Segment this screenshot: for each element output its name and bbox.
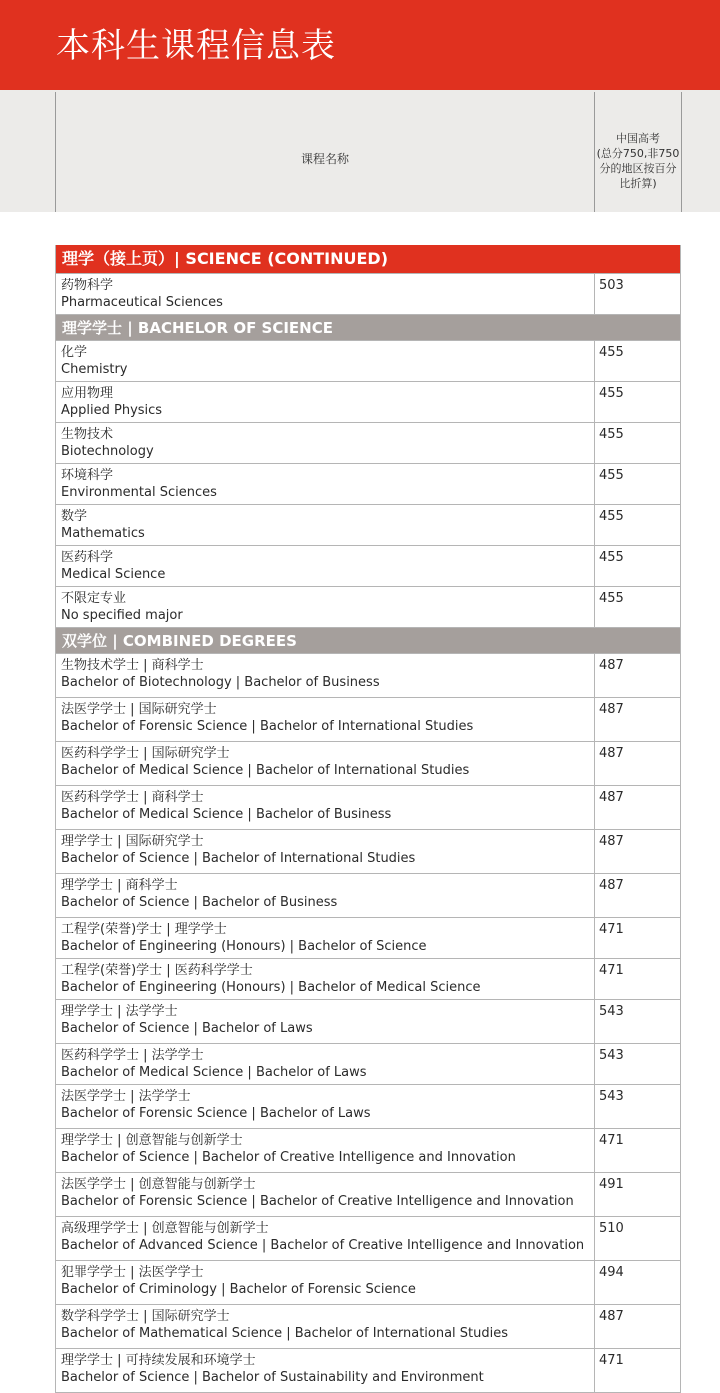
- course-name-cell: [56, 654, 595, 697]
- course-name-cell: [56, 1085, 595, 1128]
- course-name-cell: [56, 341, 595, 381]
- course-name-en: Bachelor of Forensic Science | Bachelor of Laws: [61, 1106, 371, 1121]
- table-row: [56, 1348, 680, 1392]
- gaokao-score-cell: 471: [599, 1353, 624, 1368]
- gaokao-score-cell: 487: [599, 1309, 624, 1324]
- gaokao-score-cell: 455: [599, 345, 624, 360]
- table-row: [56, 785, 680, 829]
- course-name-cell: [56, 1349, 595, 1392]
- course-name-cell: [56, 742, 595, 785]
- course-name-zh: 医药科学学士 | 法学学士: [61, 1048, 204, 1063]
- gaokao-score-cell: 455: [599, 509, 624, 524]
- section-header: 双学位 | COMBINED DEGREES: [56, 627, 680, 653]
- course-name-en: Bachelor of Medical Science | Bachelor of Laws: [61, 1065, 367, 1080]
- table-row: [56, 1216, 680, 1260]
- header-divider: [681, 92, 682, 212]
- course-name-zh: 药物科学: [61, 278, 114, 293]
- course-name-en: Pharmaceutical Sciences: [61, 295, 223, 310]
- course-name-cell: [56, 1129, 595, 1172]
- table-row: [56, 340, 680, 381]
- table-row: [56, 741, 680, 785]
- table-row: [56, 697, 680, 741]
- gaokao-score-cell: 503: [599, 278, 624, 293]
- course-name-zh: 犯罪学学士 | 法医学学士: [61, 1265, 204, 1280]
- table-row: [56, 1043, 680, 1084]
- course-name-zh: 理学学士 | 国际研究学士: [61, 834, 204, 849]
- gaokao-score-cell: 543: [599, 1089, 624, 1104]
- gaokao-score-cell: 543: [599, 1004, 624, 1019]
- course-name-en: Bachelor of Criminology | Bachelor of Forensic Science: [61, 1282, 416, 1297]
- course-name-zh: 不限定专业: [61, 591, 127, 606]
- course-name-en: Bachelor of Mathematical Science | Bachelor of International Studies: [61, 1326, 509, 1341]
- course-name-zh: 高级理学学士 | 创意智能与创新学士: [61, 1221, 269, 1236]
- course-table: [55, 245, 681, 1393]
- table-row: [56, 1260, 680, 1304]
- page-title: 本科生课程信息表: [56, 26, 336, 66]
- table-row: [56, 1084, 680, 1128]
- course-name-en: Bachelor of Science | Bachelor of Creative Intelligence and Innovation: [61, 1150, 516, 1165]
- gaokao-score-cell: 455: [599, 468, 624, 483]
- course-name-cell: [56, 1000, 595, 1043]
- table-row: [56, 958, 680, 999]
- course-name-en: No specified major: [61, 608, 183, 623]
- section-header: 理学学士 | BACHELOR OF SCIENCE: [56, 314, 680, 340]
- course-name-en: Bachelor of Engineering (Honours) | Bachelor of Science: [61, 939, 427, 954]
- course-name-cell: [56, 587, 595, 627]
- course-name-zh: 化学: [61, 345, 88, 360]
- course-name-cell: [56, 1217, 595, 1260]
- course-name-en: Bachelor of Medical Science | Bachelor of International Studies: [61, 763, 470, 778]
- course-name-en: Mathematics: [61, 526, 145, 541]
- course-name-cell: [56, 1173, 595, 1216]
- header-gaokao: [595, 131, 681, 191]
- course-name-en: Medical Science: [61, 567, 166, 582]
- course-name-cell: [56, 1305, 595, 1348]
- table-row: [56, 653, 680, 697]
- title-banner: [0, 0, 720, 90]
- gaokao-score-cell: 487: [599, 702, 624, 717]
- table-row: [56, 545, 680, 586]
- course-name-zh: 法医学学士 | 创意智能与创新学士: [61, 1177, 256, 1192]
- gaokao-score-cell: 487: [599, 834, 624, 849]
- course-name-cell: [56, 546, 595, 586]
- course-name-cell: [56, 874, 595, 917]
- table-row: [56, 504, 680, 545]
- gaokao-score-cell: 543: [599, 1048, 624, 1063]
- course-name-en: Bachelor of Advanced Science | Bachelor of Creative Intelligence and Innovation: [61, 1238, 585, 1253]
- table-row: [56, 873, 680, 917]
- course-name-cell: [56, 505, 595, 545]
- course-name-cell: [56, 830, 595, 873]
- course-name-en: Applied Physics: [61, 403, 163, 418]
- course-name-en: Environmental Sciences: [61, 485, 217, 500]
- course-name-zh: 数学: [61, 509, 88, 524]
- gaokao-score-cell: 455: [599, 591, 624, 606]
- course-name-en: Bachelor of Biotechnology | Bachelor of Business: [61, 675, 380, 690]
- header-gaokao-line: 比折算): [619, 177, 657, 190]
- course-name-en: Bachelor of Science | Bachelor of Business: [61, 895, 338, 910]
- course-name-cell: [56, 1261, 595, 1304]
- course-name-zh: 生物技术学士 | 商科学士: [61, 658, 204, 673]
- course-name-cell: [56, 698, 595, 741]
- course-name-zh: 理学学士 | 创意智能与创新学士: [61, 1133, 243, 1148]
- course-name-cell: [56, 1044, 595, 1084]
- course-name-cell: [56, 464, 595, 504]
- course-name-cell: [56, 959, 595, 999]
- course-name-cell: [56, 382, 595, 422]
- gaokao-score-cell: 510: [599, 1221, 624, 1236]
- course-name-en: Bachelor of Science | Bachelor of Sustainability and Environment: [61, 1370, 484, 1385]
- course-name-zh: 数学科学学士 | 国际研究学士: [61, 1309, 230, 1324]
- gaokao-score-cell: 455: [599, 427, 624, 442]
- table-row: [56, 422, 680, 463]
- course-name-cell: [56, 274, 595, 314]
- header-gaokao-line: 中国高考: [616, 132, 660, 145]
- section-header: 理学（接上页）| SCIENCE (CONTINUED): [56, 245, 680, 273]
- course-name-en: Bachelor of Medical Science | Bachelor of Business: [61, 807, 392, 822]
- course-name-en: Bachelor of Science | Bachelor of Laws: [61, 1021, 313, 1036]
- table-row: [56, 917, 680, 958]
- table-row: [56, 1128, 680, 1172]
- gaokao-score-cell: 471: [599, 922, 624, 937]
- gaokao-score-cell: 487: [599, 746, 624, 761]
- table-row: [56, 463, 680, 504]
- course-name-cell: [56, 423, 595, 463]
- course-name-en: Bachelor of Forensic Science | Bachelor of International Studies: [61, 719, 474, 734]
- gaokao-score-cell: 471: [599, 963, 624, 978]
- course-name-zh: 环境科学: [61, 468, 114, 483]
- course-name-zh: 工程学(荣誉)学士 | 理学学士: [61, 922, 227, 937]
- course-name-en: Bachelor of Science | Bachelor of International Studies: [61, 851, 416, 866]
- course-name-zh: 医药科学学士 | 国际研究学士: [61, 746, 230, 761]
- course-name-cell: [56, 786, 595, 829]
- header-course-name: 课程名称: [300, 152, 349, 166]
- course-name-zh: 医药科学: [61, 550, 114, 565]
- gaokao-score-cell: 487: [599, 658, 624, 673]
- gaokao-score-cell: 487: [599, 790, 624, 805]
- gaokao-score-cell: 471: [599, 1133, 624, 1148]
- course-name-zh: 生物技术: [61, 427, 114, 442]
- table-row: [56, 586, 680, 627]
- course-name-en: Bachelor of Forensic Science | Bachelor of Creative Intelligence and Innovation: [61, 1194, 574, 1209]
- gaokao-score-cell: 491: [599, 1177, 624, 1192]
- course-name-zh: 理学学士 | 可持续发展和环境学士: [61, 1353, 256, 1368]
- gaokao-score-cell: 455: [599, 550, 624, 565]
- table-row: [56, 829, 680, 873]
- gaokao-score-cell: 455: [599, 386, 624, 401]
- table-row: [56, 273, 680, 314]
- gaokao-score-cell: 494: [599, 1265, 624, 1280]
- table-row: [56, 1304, 680, 1348]
- course-name-zh: 应用物理: [61, 386, 114, 401]
- course-name-zh: 法医学学士 | 法学学士: [61, 1089, 191, 1104]
- course-name-en: Biotechnology: [61, 444, 154, 459]
- course-name-zh: 理学学士 | 法学学士: [61, 1004, 178, 1019]
- course-name-zh: 医药科学学士 | 商科学士: [61, 790, 204, 805]
- course-name-en: Chemistry: [61, 362, 128, 377]
- table-row: [56, 999, 680, 1043]
- header-gaokao-line: 分的地区按百分: [599, 162, 677, 175]
- table-row: [56, 1172, 680, 1216]
- gaokao-score-cell: 487: [599, 878, 624, 893]
- table-row: [56, 381, 680, 422]
- header-gaokao-line: (总分750,非750: [596, 147, 680, 160]
- course-name-zh: 理学学士 | 商科学士: [61, 878, 178, 893]
- course-name-en: Bachelor of Engineering (Honours) | Bachelor of Medical Science: [61, 980, 481, 995]
- course-name-zh: 工程学(荣誉)学士 | 医药科学学士: [61, 963, 253, 978]
- course-name-cell: [56, 918, 595, 958]
- course-name-zh: 法医学学士 | 国际研究学士: [61, 702, 217, 717]
